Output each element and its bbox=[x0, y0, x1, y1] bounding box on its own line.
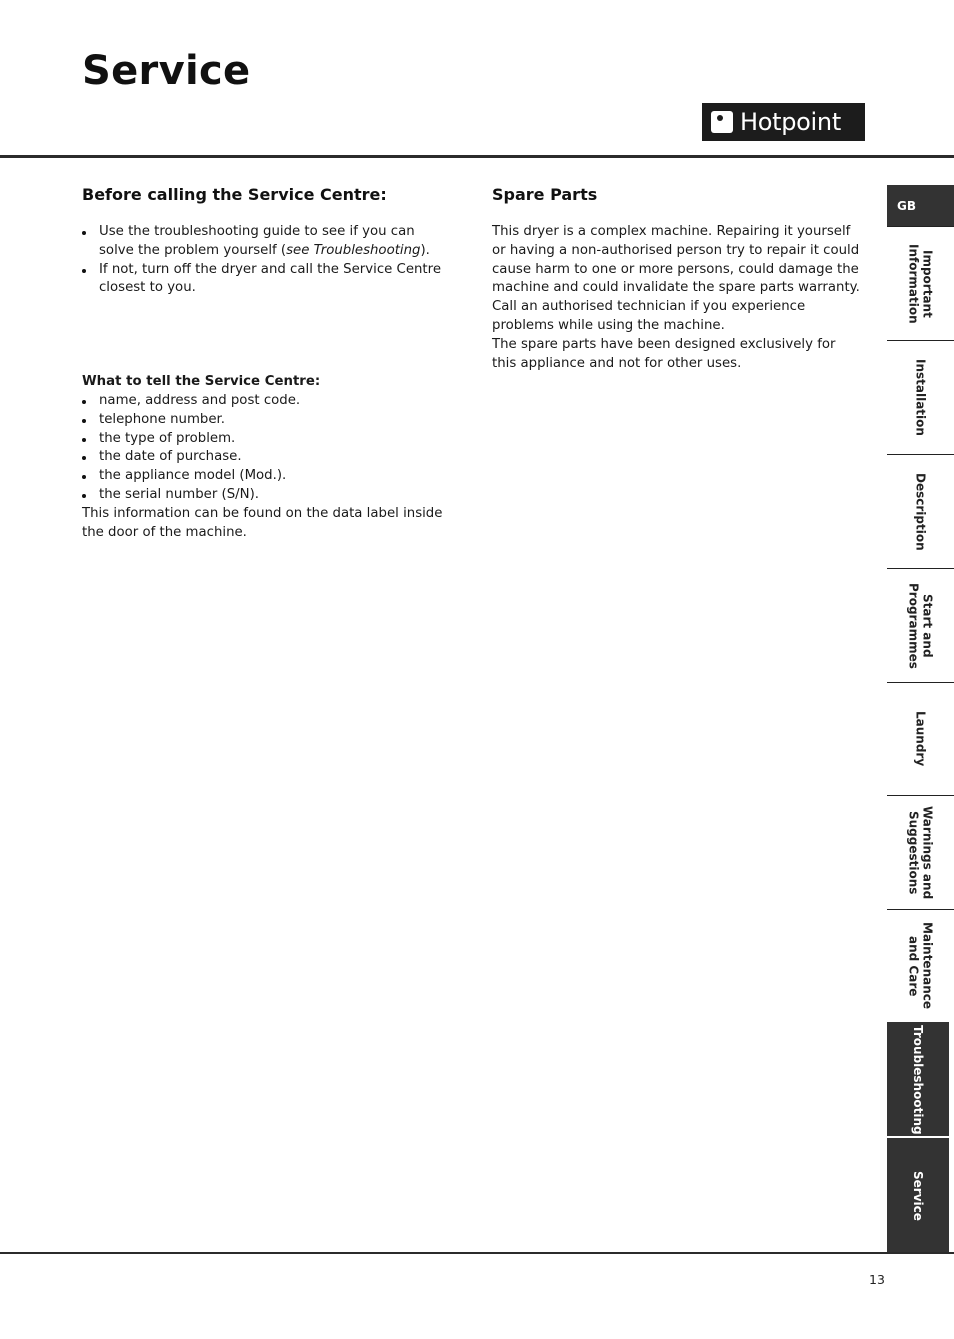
before-calling-section bbox=[82, 184, 452, 542]
bullet-text-end: ). bbox=[420, 242, 430, 258]
data-label-note: This information can be found on the data label inside the door of the machine. bbox=[82, 505, 443, 540]
spare-parts-paragraph: This dryer is a complex machine. Repairing it yourself or having a non-authorised person try to repair it could cause harm to one or more persons, could damage the machine and could invalidate the spare parts warranty. bbox=[492, 224, 860, 296]
tab-maintenance-and-care[interactable] bbox=[887, 909, 954, 1022]
before-calling-heading: Before calling the Service Centre: bbox=[82, 185, 387, 204]
list-item: If not, turn off the dryer and call the Service Centre closest to you. bbox=[82, 261, 452, 299]
tab-label: Service bbox=[911, 1170, 925, 1221]
header-divider bbox=[0, 155, 954, 158]
spare-parts-heading: Spare Parts bbox=[492, 185, 598, 204]
tab-label: Important Information bbox=[906, 243, 935, 324]
tab-label: Description bbox=[913, 472, 928, 551]
tab-label: Start and Programmes bbox=[906, 582, 935, 669]
what-to-tell-heading: What to tell the Service Centre: bbox=[82, 374, 321, 390]
list-item: telephone number. bbox=[82, 411, 452, 430]
page-number: 13 bbox=[869, 1272, 885, 1287]
tab-label: Troubleshooting bbox=[911, 1024, 925, 1135]
footer-divider bbox=[0, 1252, 954, 1254]
region-tab-gb[interactable]: GB bbox=[887, 185, 954, 226]
list-item: the date of purchase. bbox=[82, 448, 452, 467]
list-item bbox=[82, 223, 452, 261]
bullet-text: Use the troubleshooting guide to see if you can solve the problem yourself ( bbox=[99, 224, 415, 258]
list-item: the serial number (S/N). bbox=[82, 486, 452, 505]
before-calling-list bbox=[82, 223, 452, 298]
tab-troubleshooting[interactable] bbox=[887, 1022, 949, 1136]
tab-start-and-programmes[interactable] bbox=[887, 568, 954, 682]
list-item: the type of problem. bbox=[82, 430, 452, 449]
page-title: Service bbox=[82, 48, 251, 94]
tab-warnings-and-suggestions[interactable] bbox=[887, 795, 954, 909]
hotpoint-logo bbox=[702, 103, 865, 141]
spare-parts-paragraph: Call an authorised technician if you experience problems while using the machine. bbox=[492, 299, 806, 333]
hotpoint-logo-icon bbox=[711, 111, 733, 133]
tab-label: Installation bbox=[913, 359, 928, 436]
troubleshooting-reference: see Troubleshooting bbox=[286, 242, 421, 258]
tab-service[interactable] bbox=[887, 1137, 949, 1253]
tab-installation[interactable] bbox=[887, 340, 954, 454]
brand-name: Hotpoint bbox=[740, 108, 841, 136]
tab-label: Maintenance and Care bbox=[906, 922, 935, 1010]
info-list bbox=[82, 392, 452, 505]
spare-parts-paragraph: The spare parts have been designed exclusively for this appliance and not for other uses. bbox=[492, 336, 836, 371]
tab-label: Laundry bbox=[913, 711, 928, 767]
tab-laundry[interactable] bbox=[887, 682, 954, 795]
list-item: name, address and post code. bbox=[82, 392, 452, 411]
list-item: the appliance model (Mod.). bbox=[82, 467, 452, 486]
tab-description[interactable] bbox=[887, 454, 954, 568]
tab-label: Warnings and Suggestions bbox=[906, 805, 935, 900]
spare-parts-section bbox=[492, 184, 862, 373]
tab-important-information[interactable] bbox=[887, 226, 954, 340]
